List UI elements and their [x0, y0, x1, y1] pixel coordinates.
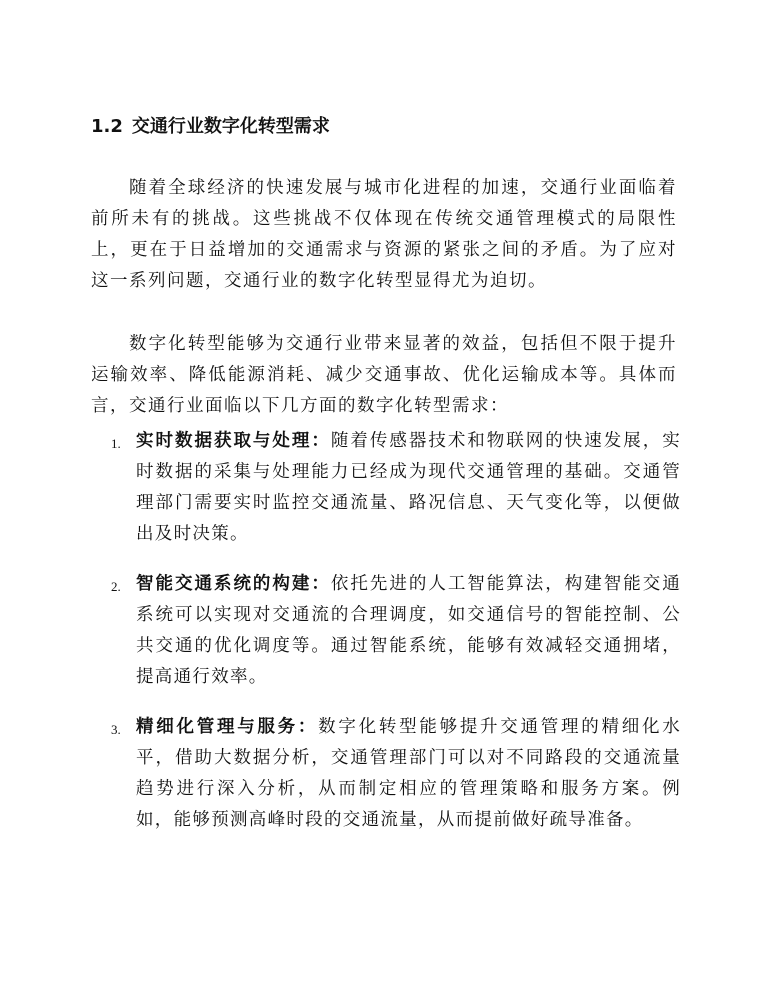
list-marker: 2.	[111, 579, 121, 594]
list-item-text: 依托先进的人工智能算法，构建智能交通系统可以实现对交通流的合理调度，如交通信号的智能控制、公共交通的优化调度等。通过智能系统，能够有效减轻交通拥堵，提高通行效率。	[136, 574, 681, 687]
list-item-text: 随着传感器技术和物联网的快速发展，实时数据的采集与处理能力已经成为现代交通管理的基础。交通管理部门需要实时监控交通流量、路况信息、天气变化等，以便做出及时决策。	[136, 431, 681, 544]
requirements-list	[91, 426, 681, 836]
list-item	[91, 712, 681, 836]
section-title: 交通行业数字化转型需求	[131, 116, 330, 137]
paragraph-intro: 随着全球经济的快速发展与城市化进程的加速，交通行业面临着前所未有的挑战。这些挑战不仅体现在传统交通管理模式的局限性上，更在于日益增加的交通需求与资源的紧张之间的矛盾。为了应对这一系列问题，交通行业的数字化转型显得尤为迫切。	[91, 177, 677, 291]
section-number: 1.2	[91, 116, 123, 137]
section-heading	[91, 114, 330, 140]
list-item-title: 精细化管理与服务：	[136, 717, 319, 737]
list-item-title: 智能交通系统的构建：	[136, 574, 331, 594]
list-marker: 1.	[111, 436, 121, 451]
paragraph-benefits: 数字化转型能够为交通行业带来显著的效益，包括但不限于提升运输效率、降低能源消耗、减少交通事故、优化运输成本等。具体而言，交通行业面临以下几方面的数字化转型需求：	[91, 333, 677, 416]
list-item	[91, 426, 681, 550]
list-item-title: 实时数据获取与处理：	[136, 431, 331, 451]
list-item	[91, 569, 681, 693]
list-marker: 3.	[111, 722, 121, 737]
list-item-text: 数字化转型能够提升交通管理的精细化水平，借助大数据分析，交通管理部门可以对不同路段的交通流量趋势进行深入分析，从而制定相应的管理策略和服务方案。例如，能够预测高峰时段的交通流量，从而提前做好疏导准备。	[136, 717, 682, 830]
